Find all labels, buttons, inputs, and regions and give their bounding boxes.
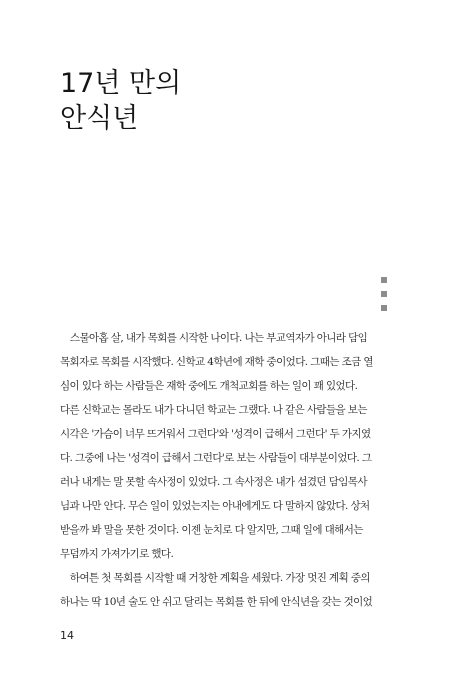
chapter-title-line-2: 안식년 xyxy=(60,103,139,134)
page-number: 14 xyxy=(60,629,74,642)
chapter-title-line-1: 17년 만의 xyxy=(60,68,182,99)
chapter-title xyxy=(60,66,420,136)
body-line: 러나 내게는 말 못할 속사정이 있었다. 그 속사정은 내가 섬겼던 담임목사 xyxy=(60,476,367,488)
decorative-square xyxy=(381,305,387,311)
body-text xyxy=(60,326,390,614)
body-line: 스물아홉 살, 내가 목회를 시작한 나이다. 나는 부교역자가 아니라 담임 xyxy=(60,332,368,344)
body-line: 목회자로 목회를 시작했다. 신학교 4학년에 재학 중이었다. 그때는 조금 열 xyxy=(60,356,373,368)
body-line: 하나는 딱 10년 술도 안 쉬고 달리는 목회를 한 뒤에 안식년을 갖는 것이었 xyxy=(60,596,373,608)
body-line: 받을까 봐 말을 못한 것이다. 이젠 눈치로 다 알지만, 그때 일에 대해서는 xyxy=(60,524,363,536)
decorative-square xyxy=(381,277,387,283)
body-line: 님과 나만 안다. 무슨 일이 있었는지는 아내에게도 다 말하지 않았다. 상처 xyxy=(60,500,370,512)
body-line: 다. 그중에 나는 '성격이 급해서 그런다'로 보는 사람들이 대부분이었다. 그 xyxy=(60,452,372,464)
decorative-squares xyxy=(381,277,388,319)
body-line: 다른 신학교는 몰라도 내가 다니던 학교는 그랬다. 나 같은 사람들을 보는 xyxy=(60,404,367,416)
body-line: 시각은 '가슴이 너무 뜨거워서 그런다'와 '성격이 급해서 그런다' 두 가지였 xyxy=(60,428,371,440)
decorative-square xyxy=(381,291,387,297)
body-line: 무덤까지 가져가기로 했다. xyxy=(60,548,174,560)
body-line: 심이 있다 하는 사람들은 재학 중에도 개척교회를 하는 일이 꽤 있었다. xyxy=(60,380,358,392)
body-line: 하여튼 첫 목회를 시작할 때 거창한 계획을 세웠다. 가장 멋진 계획 중의 xyxy=(60,572,370,584)
